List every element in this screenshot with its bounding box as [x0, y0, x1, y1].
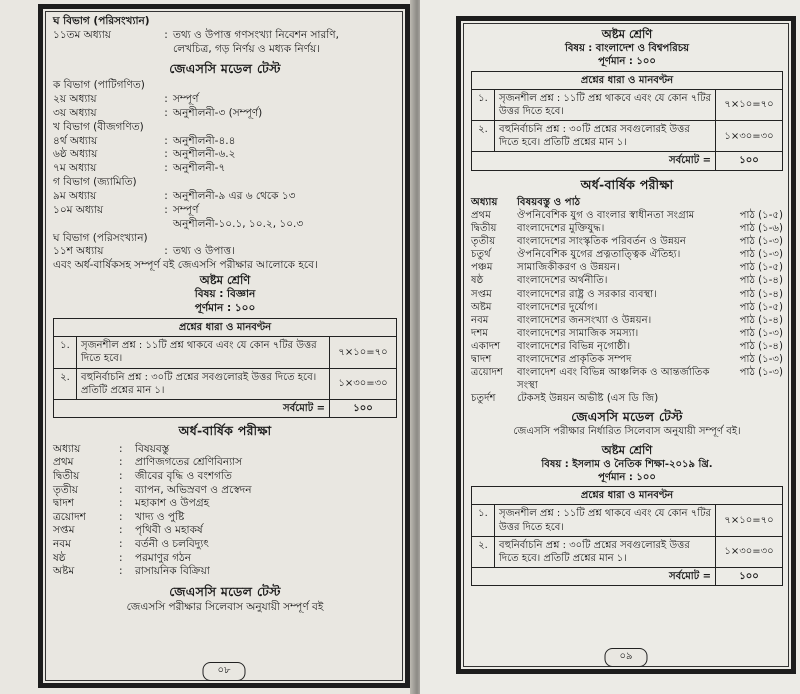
list-item: ঘ বিভাগ (পরিসংখ্যান)	[53, 15, 150, 27]
list-item: ২য় অধ্যায় : সম্পূর্ণ	[53, 92, 199, 105]
syllabus-row: নবম বাংলাদেশের জনসংখ্যা ও উন্নয়ন। পাঠ (১-৪)	[471, 314, 783, 326]
list-item: ৬ষ্ঠ অধ্যায় : অনুশীলনী-৬.২	[53, 148, 236, 161]
left-half-yearly-title: অর্ধ-বার্ষিক পরীক্ষা	[178, 423, 272, 439]
list-item: ক বিভাগ (পাটিগণিত)	[53, 79, 145, 92]
list-item: ১১শ অধ্যায় : তথ্য ও উপাত্ত।	[53, 245, 235, 258]
right-marks-table	[471, 71, 783, 171]
table-row: ২. বহুনির্বাচনি প্রশ্ন : ৩০টি প্রশ্নের সবগুলোরই উত্তর দিতে হবে। প্রতিটি প্রশ্নের মান ১। ১×৩০=৩০	[54, 368, 397, 399]
right-syllabus-head: অধ্যায় বিষয়বস্তু ও পাঠ	[471, 197, 581, 209]
list-item: গ বিভাগ (জ্যামিতি)	[53, 176, 137, 189]
syllabus-row: অষ্টম : রাসায়নিক বিক্রিয়া	[53, 565, 210, 578]
list-item: ৪র্থ অধ্যায় : অনুশীলনী-৪.৪	[53, 134, 236, 147]
syllabus-row: প্রথম : প্রাণিজগতের শ্রেণিবিন্যাস	[53, 456, 243, 469]
table-total-row: সর্বমোট = ১০০	[472, 152, 783, 170]
left-page-number: ০৮	[203, 662, 246, 681]
right-content	[471, 27, 783, 586]
syllabus-row: প্রথম ঔপনিবেশিক যুগ ও বাংলার স্বাধীনতা সংগ্রাম পাঠ (১-৫)	[471, 210, 783, 222]
syllabus-row: ষষ্ঠ বাংলাদেশের অর্থনীতি। পাঠ (১-৪)	[471, 275, 783, 287]
right-marks-table-2	[471, 486, 783, 586]
left-bottom-note: জেএসসি পরীক্ষার সিলেবাস অনুযায়ী সম্পূর্ণ বই	[126, 600, 324, 613]
table-row: ১. সৃজনশীল প্রশ্ন : ১১টি প্রশ্ন থাকবে এবং যে কোন ৭টির উত্তর দিতে হবে। ৭×১০=৭০	[54, 337, 397, 368]
left-full-marks: পূর্ণমান : ১০০	[194, 302, 256, 315]
left-bottom-title: জেএসসি মডেল টেস্ট	[169, 584, 281, 600]
table-row: ১. সৃজনশীল প্রশ্ন : ১১টি প্রশ্ন থাকবে এবং যে কোন ৭টির উত্তর দিতে হবে। ৭×১০=৭০	[472, 89, 783, 120]
list-item: লেখচিত্র, গড় নির্ণয় ও মধ্যক নির্ণয়।	[173, 42, 320, 55]
syllabus-row: ষষ্ঠ : পরমাণুর গঠন	[53, 551, 192, 564]
list-item: ঘ বিভাগ (পরিসংখ্যান)	[53, 231, 148, 244]
syllabus-row: চতুর্থ ঔপনিবেশিক যুগের প্রত্নতাত্ত্বিক ঐতিহ্য। পাঠ (১-৩)	[471, 249, 783, 261]
left-syllabus-head: অধ্যায় : বিষয়বস্তু	[53, 442, 170, 455]
table-row: ২. বহুনির্বাচনি প্রশ্ন : ৩০টি প্রশ্নের সবগুলোরই উত্তর দিতে হবে। প্রতিটি প্রশ্নের মান ১। ১×৩০=৩০	[472, 536, 783, 567]
syllabus-row: সপ্তম : পৃথিবী ও মহাকর্ষ	[53, 524, 203, 537]
list-item: ১১তম অধ্যায় : তথ্য ও উপাত্ত গণসংখ্যা নিবেশন সারণি,	[53, 28, 339, 41]
table-total-row: সর্বমোট = ১০০	[472, 568, 783, 586]
right-subject: বিষয় : বাংলাদেশ ও বিশ্বপরিচয়	[565, 43, 689, 55]
left-content	[53, 15, 397, 614]
left-top-block	[53, 15, 397, 57]
left-syllabus-list	[53, 456, 397, 579]
right-class-title: অষ্টম শ্রেণি	[601, 27, 653, 41]
syllabus-row: ত্রয়োদশ : খাদ্য ও পুষ্টি	[53, 510, 185, 523]
left-math-syllabus	[53, 79, 397, 259]
right-class-title-2: অষ্টম শ্রেণি	[601, 442, 653, 457]
right-full-marks: পূর্ণমান : ১০০	[598, 56, 656, 68]
table-header: প্রশ্নের ধারা ও মানবণ্টন	[54, 319, 397, 337]
right-syllabus-list	[471, 209, 783, 405]
syllabus-row: সপ্তম বাংলাদেশের রাষ্ট্র ও সরকার ব্যবস্থা। পাঠ (১-৪)	[471, 288, 783, 300]
syllabus-row: দ্বাদশ বাংলাদেশের প্রাকৃতিক সম্পদ পাঠ (১-৩)	[471, 353, 783, 365]
syllabus-row: অষ্টম বাংলাদেশের দুর্যোগ। পাঠ (১-৫)	[471, 301, 783, 313]
left-note: এবং অর্ধ-বার্ষিকসহ সম্পূর্ণ বই জেএসসি পরীক্ষার আলোকে হবে।	[53, 259, 318, 272]
right-full-marks-2: পূর্ণমান : ১০০	[598, 471, 656, 483]
list-item: ৯ম অধ্যায় : অনুশীলনী-৯ এর ৬ থেকে ১৩	[53, 189, 296, 202]
syllabus-row: চতুর্দশ টেকসই উন্নয়ন অভীষ্ট (এস ডি জি)	[471, 392, 659, 404]
list-item: অনুশীলনী-১০.১, ১০.২, ১০.৩	[173, 217, 304, 230]
right-subject-2: বিষয় : ইসলাম ও নৈতিক শিক্ষা-২০১৯ খ্রি.	[541, 458, 713, 470]
table-row: ২. বহুনির্বাচনি প্রশ্ন : ৩০টি প্রশ্নের সবগুলোরই উত্তর দিতে হবে। প্রতিটি প্রশ্নের মান ১। ১×৩০=৩০	[472, 121, 783, 152]
table-header: প্রশ্নের ধারা ও মানবণ্টন	[472, 71, 783, 89]
left-test-title: জেএসসি মডেল টেস্ট	[169, 60, 281, 76]
list-item: ৭ম অধ্যায় : অনুশীলনী-৭	[53, 162, 226, 175]
left-subject: বিষয় : বিজ্ঞান	[194, 288, 256, 301]
syllabus-row: তৃতীয় বাংলাদেশের সাংস্কৃতিক পরিবর্তন ও উন্নয়ন পাঠ (১-৩)	[471, 236, 783, 248]
table-row: ১. সৃজনশীল প্রশ্ন : ১১টি প্রশ্ন থাকবে এবং যে কোন ৭টির উত্তর দিতে হবে। ৭×১০=৭০	[472, 505, 783, 536]
right-page-frame	[456, 16, 796, 674]
syllabus-row: ত্রয়োদশ বাংলাদেশ এবং বিভিন্ন আঞ্চলিক ও আন্তর্জাতিক সংস্থা পাঠ (১-৩)	[471, 366, 783, 391]
syllabus-row: দ্বিতীয় : জীবের বৃদ্ধি ও বংশগতি	[53, 469, 232, 482]
right-page	[420, 0, 800, 694]
right-test-title: জেএসসি মডেল টেস্ট	[571, 408, 683, 424]
list-item: ৩য় অধ্যায় : অনুশীলনী-৩ (সম্পূর্ণ)	[53, 106, 263, 119]
syllabus-row: দ্বিতীয় বাংলাদেশের মুক্তিযুদ্ধ। পাঠ (১-৬)	[471, 223, 783, 235]
syllabus-row: একাদশ বাংলাদেশের বিভিন্ন নৃগোষ্ঠী। পাঠ (১-৪)	[471, 340, 783, 352]
syllabus-row: পঞ্চম সামাজিকীকরণ ও উন্নয়ন। পাঠ (১-৫)	[471, 262, 783, 274]
list-item: ১০ম অধ্যায় : সম্পূর্ণ	[53, 203, 199, 216]
syllabus-row: তৃতীয় : ব্যাপন, অভিস্রবণ ও প্রস্বেদন	[53, 483, 252, 496]
list-item: খ বিভাগ (বীজগণিত)	[53, 120, 144, 133]
left-page-frame	[38, 4, 410, 688]
left-class-title: অষ্টম শ্রেণি	[199, 273, 251, 288]
right-page-number: ০৯	[605, 648, 648, 667]
table-header: প্রশ্নের ধারা ও মানবণ্টন	[472, 487, 783, 505]
syllabus-row: নবম : বর্তনী ও চলবিদ্যুৎ	[53, 538, 209, 551]
left-marks-table	[53, 318, 397, 418]
syllabus-row: দ্বাদশ : মহাকাশ ও উপগ্রহ	[53, 497, 210, 510]
syllabus-row: দশম বাংলাদেশের সামাজিক সমস্যা। পাঠ (১-৩)	[471, 327, 783, 339]
table-total-row: সর্বমোট = ১০০	[54, 399, 397, 417]
right-half-yearly-title: অর্ধ-বার্ষিক পরীক্ষা	[580, 176, 674, 192]
right-test-note: জেএসসি পরীক্ষার নির্ধারিত সিলেবাস অনুযায়ী সম্পূর্ণ বই।	[513, 426, 741, 438]
